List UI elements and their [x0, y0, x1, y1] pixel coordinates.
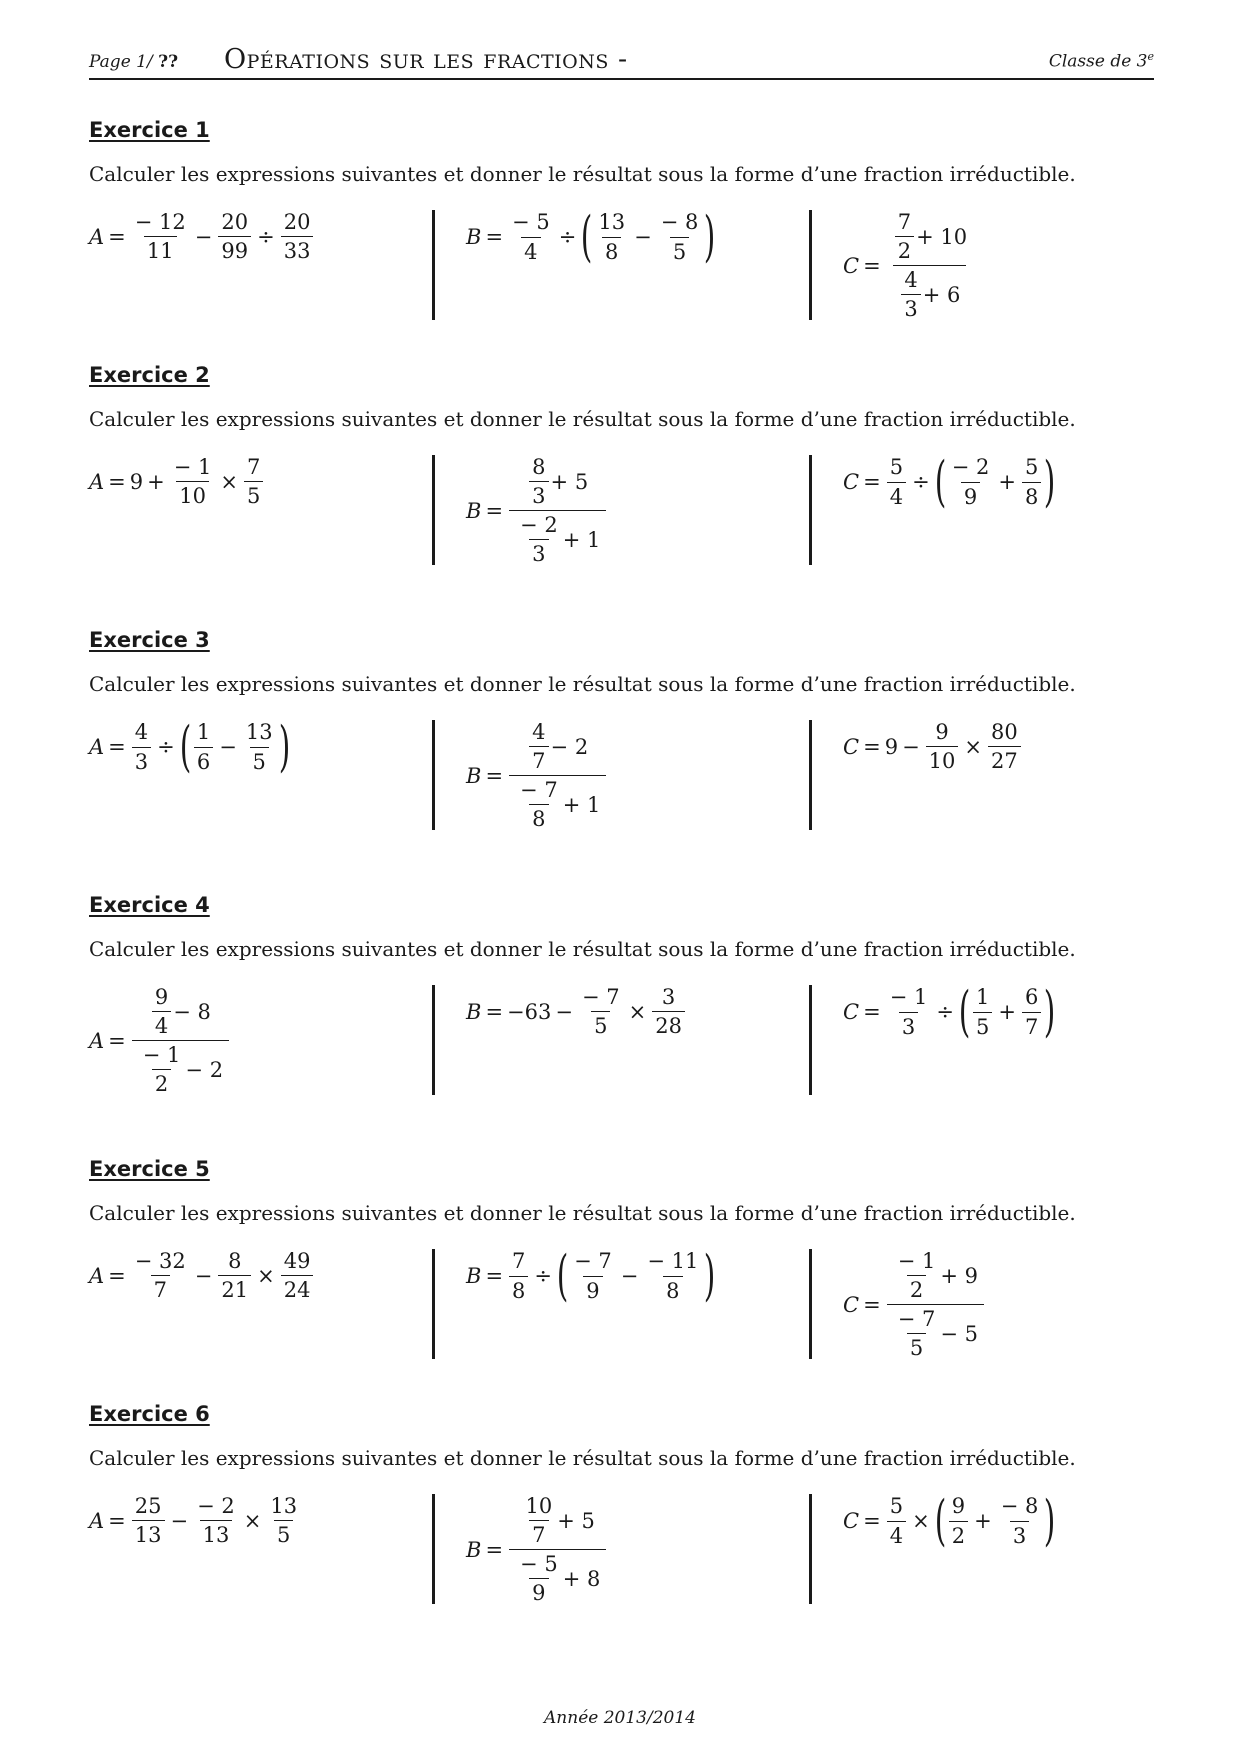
fraction — [887, 1494, 906, 1547]
complex-fraction — [887, 210, 973, 322]
operator: × — [964, 734, 983, 759]
numerator: − 1 — [173, 455, 212, 479]
expression-a — [89, 1494, 302, 1547]
fraction — [579, 985, 623, 1038]
operator-term: + 1 — [562, 527, 601, 552]
left-paren: ( — [958, 980, 971, 1043]
numerator: − 1 — [142, 1043, 181, 1068]
fraction — [132, 210, 189, 263]
eq: = — [108, 469, 126, 494]
operator-term: + 6 — [922, 282, 961, 307]
fraction — [194, 720, 213, 773]
denominator: 5 — [670, 237, 689, 264]
right-paren: ) — [704, 205, 716, 268]
operator: + — [998, 1000, 1016, 1024]
eq: = — [108, 1508, 126, 1533]
eq: = — [108, 1028, 126, 1053]
operator: ÷ — [534, 1264, 553, 1288]
eq: = — [108, 1263, 126, 1288]
fraction — [152, 985, 171, 1038]
right-paren: ) — [278, 715, 290, 778]
var: B — [466, 498, 482, 523]
fraction — [901, 268, 920, 321]
fraction — [895, 1307, 939, 1360]
expression-c — [843, 1249, 986, 1361]
exercise-title: Exercice 1 — [89, 118, 210, 142]
operator-term: − 2 — [185, 1057, 224, 1082]
eq: = — [485, 1537, 504, 1562]
var: B — [466, 999, 482, 1024]
fraction — [658, 210, 702, 263]
expression-b — [466, 205, 716, 268]
var: B — [466, 1537, 482, 1562]
fraction — [529, 455, 548, 508]
fraction — [194, 1494, 238, 1547]
right-paren: ) — [704, 1244, 716, 1307]
denominator: 3 — [529, 539, 548, 566]
exercise-title: Exercice 3 — [89, 628, 210, 652]
column-divider — [809, 455, 812, 565]
denominator: 7 — [1022, 1012, 1041, 1039]
eq: = — [485, 225, 504, 249]
var: A — [89, 224, 105, 249]
numerator: 1 — [976, 985, 990, 1010]
fraction — [517, 1552, 561, 1605]
complex-fraction — [509, 455, 606, 567]
expression-b — [466, 1244, 716, 1307]
eq: = — [863, 734, 881, 759]
numerator: 13 — [598, 210, 626, 235]
exercise-title: Exercice 2 — [89, 363, 210, 387]
fraction — [267, 1494, 300, 1547]
denominator: 8 — [663, 1276, 682, 1303]
var: C — [843, 734, 860, 759]
denominator: 24 — [281, 1275, 314, 1302]
fraction — [132, 1249, 189, 1302]
denominator: 4 — [152, 1011, 171, 1038]
numerator: 6 — [1025, 985, 1039, 1010]
var: C — [843, 470, 860, 494]
fraction — [895, 1249, 939, 1302]
numerator: 7 — [247, 455, 261, 479]
column-divider — [809, 1494, 812, 1604]
var: A — [89, 1263, 105, 1288]
var: A — [89, 469, 105, 494]
numerator: − 5 — [512, 210, 550, 235]
fraction — [517, 778, 561, 831]
var: C — [843, 1509, 860, 1533]
lead-term: 9 — [129, 469, 144, 494]
column-divider — [432, 1249, 435, 1359]
denominator: 3 — [899, 1012, 918, 1039]
fraction — [926, 720, 959, 773]
operator-term: − 8 — [173, 999, 211, 1024]
fraction — [171, 455, 215, 508]
page-title: Opérations sur les fractions - — [224, 44, 628, 75]
operator: − — [555, 999, 573, 1024]
complex-fraction — [509, 1494, 606, 1606]
numerator: 7 — [512, 1249, 526, 1274]
page-number — [89, 52, 178, 72]
numerator: 1 — [196, 720, 211, 745]
fraction — [509, 1249, 528, 1302]
exercise-1 — [89, 118, 1154, 348]
column-divider — [809, 985, 812, 1095]
fraction — [1022, 455, 1041, 508]
expression-a — [89, 1249, 315, 1302]
fraction — [571, 1249, 615, 1302]
fraction — [644, 1249, 701, 1302]
fraction — [652, 985, 685, 1038]
denominator: 2 — [152, 1069, 171, 1096]
expression-b — [466, 720, 608, 832]
var: B — [466, 1264, 482, 1288]
operator: − — [902, 734, 920, 759]
numerator: 7 — [897, 210, 912, 234]
fraction — [1022, 985, 1041, 1038]
denominator: 2 — [895, 236, 914, 263]
left-paren: ( — [179, 715, 192, 778]
operator-term: + 5 — [557, 1508, 595, 1533]
denominator: 3 — [901, 294, 920, 321]
page-header — [89, 40, 1154, 80]
right-paren: ) — [1044, 450, 1056, 513]
class-text: Classe de 3 — [1048, 52, 1148, 72]
operator: − — [194, 1263, 213, 1288]
operator-term: + 10 — [916, 224, 968, 249]
numerator: − 2 — [520, 513, 558, 538]
fraction — [140, 1043, 184, 1096]
exercise-instruction: Calculer les expressions suivantes et donner le résultat sous la forme d’une fraction irréductible. — [89, 162, 1076, 186]
denominator: 3 — [529, 481, 548, 508]
fraction — [132, 1494, 165, 1547]
denominator: 5 — [907, 1333, 926, 1360]
numerator: − 1 — [897, 1249, 936, 1273]
fraction — [281, 1249, 314, 1302]
class-label — [1049, 50, 1154, 72]
column-divider — [809, 1249, 812, 1359]
expression-b — [466, 1494, 608, 1606]
fraction — [244, 455, 263, 508]
exercise-instruction: Calculer les expressions suivantes et donner le résultat sous la forme d’une fraction irréductible. — [89, 672, 1076, 696]
left-paren: ( — [581, 205, 593, 268]
exercise-6 — [89, 1402, 1154, 1632]
numerator: 13 — [270, 1494, 298, 1518]
numerator: 80 — [991, 720, 1018, 744]
eq: = — [863, 1000, 881, 1024]
expression-c — [843, 980, 1056, 1043]
eq: = — [108, 224, 126, 249]
exercise-instruction: Calculer les expressions suivantes et donner le résultat sous la forme d’une fraction irréductible. — [89, 1201, 1076, 1225]
complex-fraction — [132, 985, 229, 1097]
denominator: 4 — [887, 482, 906, 509]
fraction — [595, 210, 628, 263]
fraction — [973, 985, 992, 1038]
denominator: 7 — [529, 746, 548, 773]
expression-a — [89, 985, 231, 1097]
numerator: 5 — [889, 1494, 904, 1519]
exercise-2 — [89, 363, 1154, 593]
numerator: − 12 — [134, 210, 186, 234]
denominator: 5 — [250, 747, 269, 774]
numerator: − 7 — [574, 1249, 612, 1274]
fraction — [517, 513, 561, 566]
column-divider — [432, 455, 435, 565]
numerator: 4 — [904, 268, 918, 293]
left-paren: ( — [934, 450, 947, 513]
fraction — [998, 1494, 1042, 1547]
operator-term: − 2 — [550, 734, 589, 759]
denominator: 8 — [1022, 482, 1041, 509]
exercise-instruction: Calculer les expressions suivantes et donner le résultat sous la forme d’une fraction irréductible. — [89, 1446, 1076, 1470]
numerator: − 7 — [581, 985, 620, 1009]
expression-a — [89, 455, 265, 508]
denominator: 11 — [144, 236, 177, 263]
exercise-instruction: Calculer les expressions suivantes et donner le résultat sous la forme d’une fraction irréductible. — [89, 937, 1076, 961]
numerator: 9 — [951, 1494, 966, 1519]
numerator: − 8 — [1000, 1494, 1039, 1519]
denominator: 6 — [194, 747, 213, 774]
operator: + — [147, 469, 165, 494]
fraction — [281, 210, 314, 263]
denominator: 4 — [887, 1521, 906, 1548]
operator: ÷ — [936, 1000, 954, 1024]
numerator: 20 — [283, 210, 311, 234]
expression-b — [466, 455, 608, 567]
denominator: 99 — [218, 236, 251, 263]
numerator: − 32 — [134, 1249, 186, 1273]
exercise-3 — [89, 628, 1154, 858]
var: A — [89, 1028, 105, 1053]
expression-c — [843, 450, 1056, 513]
numerator: − 7 — [520, 778, 558, 803]
numerator: − 2 — [951, 455, 990, 480]
numerator: 8 — [228, 1249, 242, 1273]
denominator: 9 — [529, 1578, 548, 1605]
fraction — [523, 1494, 556, 1547]
eq: = — [485, 763, 504, 788]
operator: × — [243, 1508, 262, 1533]
operator: − — [219, 735, 237, 759]
denominator: 7 — [529, 1520, 548, 1547]
lead-term: −63 — [507, 999, 552, 1024]
fraction — [132, 720, 151, 773]
numerator: − 2 — [197, 1494, 235, 1518]
eq: = — [863, 1292, 881, 1317]
page-footer: Année 2013/2014 — [544, 1708, 696, 1728]
denominator: 7 — [151, 1275, 170, 1302]
page-label: Page 1/ — [89, 52, 153, 72]
var: C — [843, 253, 860, 278]
operator: ÷ — [912, 470, 930, 494]
operator: − — [194, 224, 213, 249]
denominator: 5 — [244, 481, 263, 508]
eq: = — [108, 735, 126, 759]
numerator: 4 — [532, 720, 546, 744]
fraction — [988, 720, 1021, 773]
operator: ÷ — [257, 224, 275, 249]
exercise-instruction: Calculer les expressions suivantes et donner le résultat sous la forme d’une fraction irréductible. — [89, 407, 1076, 431]
denominator: 28 — [652, 1011, 685, 1038]
operator-term: + 8 — [562, 1566, 601, 1591]
operator: + — [998, 470, 1016, 494]
denominator: 5 — [973, 1012, 992, 1039]
operator: ÷ — [558, 225, 577, 249]
expression-b — [466, 985, 687, 1038]
exercise-5 — [89, 1157, 1154, 1387]
denominator: 10 — [176, 481, 209, 508]
column-divider — [809, 210, 812, 320]
denominator: 4 — [521, 237, 540, 264]
denominator: 13 — [132, 1520, 165, 1547]
operator: ÷ — [157, 735, 175, 759]
expression-c — [843, 1489, 1056, 1552]
fraction — [887, 985, 931, 1038]
fraction — [887, 455, 906, 508]
denominator: 13 — [200, 1520, 233, 1547]
numerator: 25 — [134, 1494, 162, 1518]
numerator: − 11 — [647, 1249, 699, 1274]
fraction — [243, 720, 276, 773]
eq: = — [863, 1509, 881, 1533]
operator: − — [170, 1508, 189, 1533]
numerator: − 1 — [889, 985, 928, 1010]
operator: − — [634, 225, 652, 249]
exercise-title: Exercice 5 — [89, 1157, 210, 1181]
expression-a — [89, 210, 315, 263]
numerator: 9 — [935, 720, 949, 744]
numerator: 20 — [221, 210, 249, 234]
right-paren: ) — [1044, 1489, 1056, 1552]
operator: × — [257, 1263, 275, 1288]
denominator: 33 — [281, 236, 314, 263]
exercise-title: Exercice 4 — [89, 893, 210, 917]
fraction — [509, 210, 553, 263]
denominator: 9 — [961, 482, 980, 509]
denominator: 5 — [591, 1011, 610, 1038]
numerator: 4 — [134, 720, 149, 745]
complex-fraction — [509, 720, 606, 832]
denominator: 8 — [509, 1276, 528, 1303]
class-sup: e — [1147, 50, 1154, 64]
var: C — [843, 1292, 860, 1317]
eq: = — [485, 498, 504, 523]
denominator: 2 — [949, 1521, 968, 1548]
denominator: 2 — [907, 1275, 926, 1302]
denominator: 5 — [274, 1520, 293, 1547]
denominator: 8 — [602, 237, 621, 264]
denominator: 9 — [583, 1276, 602, 1303]
eq: = — [863, 253, 881, 278]
numerator: 9 — [154, 985, 169, 1009]
right-paren: ) — [1044, 980, 1056, 1043]
numerator: 5 — [1025, 455, 1039, 480]
left-paren: ( — [556, 1244, 569, 1307]
denominator: 3 — [1010, 1521, 1029, 1548]
column-divider — [809, 720, 812, 830]
column-divider — [432, 210, 435, 320]
operator: − — [620, 1264, 639, 1288]
denominator: 21 — [218, 1275, 251, 1302]
complex-fraction — [887, 1249, 984, 1361]
denominator: 27 — [988, 746, 1021, 773]
denominator: 3 — [132, 747, 151, 774]
fraction — [949, 455, 993, 508]
numerator: − 8 — [660, 210, 699, 235]
operator-term: + 5 — [550, 469, 589, 494]
var: B — [466, 225, 482, 249]
fraction — [949, 1494, 968, 1547]
operator: × — [628, 999, 647, 1024]
numerator: − 5 — [520, 1552, 558, 1577]
var: A — [89, 735, 105, 759]
numerator: 10 — [525, 1494, 553, 1518]
numerator: 3 — [661, 985, 676, 1009]
fraction — [895, 210, 914, 263]
column-divider — [432, 1494, 435, 1604]
exercise-title: Exercice 6 — [89, 1402, 210, 1426]
var: C — [843, 1000, 860, 1024]
numerator: 13 — [245, 720, 273, 745]
left-paren: ( — [934, 1489, 947, 1552]
operator: × — [220, 469, 239, 494]
expression-a — [89, 715, 291, 778]
operator: + — [974, 1509, 992, 1533]
eq: = — [485, 999, 504, 1024]
fraction — [218, 210, 251, 263]
var: A — [89, 1508, 105, 1533]
exercise-4 — [89, 893, 1154, 1123]
var: B — [466, 763, 482, 788]
expression-c — [843, 720, 1023, 773]
numerator: − 7 — [897, 1307, 936, 1332]
operator-term: + 9 — [940, 1263, 978, 1288]
numerator: 49 — [283, 1249, 311, 1273]
column-divider — [432, 985, 435, 1095]
operator: × — [912, 1509, 930, 1533]
operator-term: − 5 — [940, 1321, 978, 1346]
page-total: ?? — [158, 52, 179, 72]
lead-term: 9 — [884, 734, 899, 759]
expression-c — [843, 210, 975, 322]
numerator: 8 — [532, 455, 546, 479]
eq: = — [485, 1264, 504, 1288]
fraction — [218, 1249, 251, 1302]
operator-term: + 1 — [562, 792, 601, 817]
denominator: 10 — [926, 746, 959, 773]
denominator: 8 — [529, 804, 548, 831]
fraction — [529, 720, 548, 773]
column-divider — [432, 720, 435, 830]
numerator: 5 — [889, 455, 904, 480]
eq: = — [863, 470, 881, 494]
